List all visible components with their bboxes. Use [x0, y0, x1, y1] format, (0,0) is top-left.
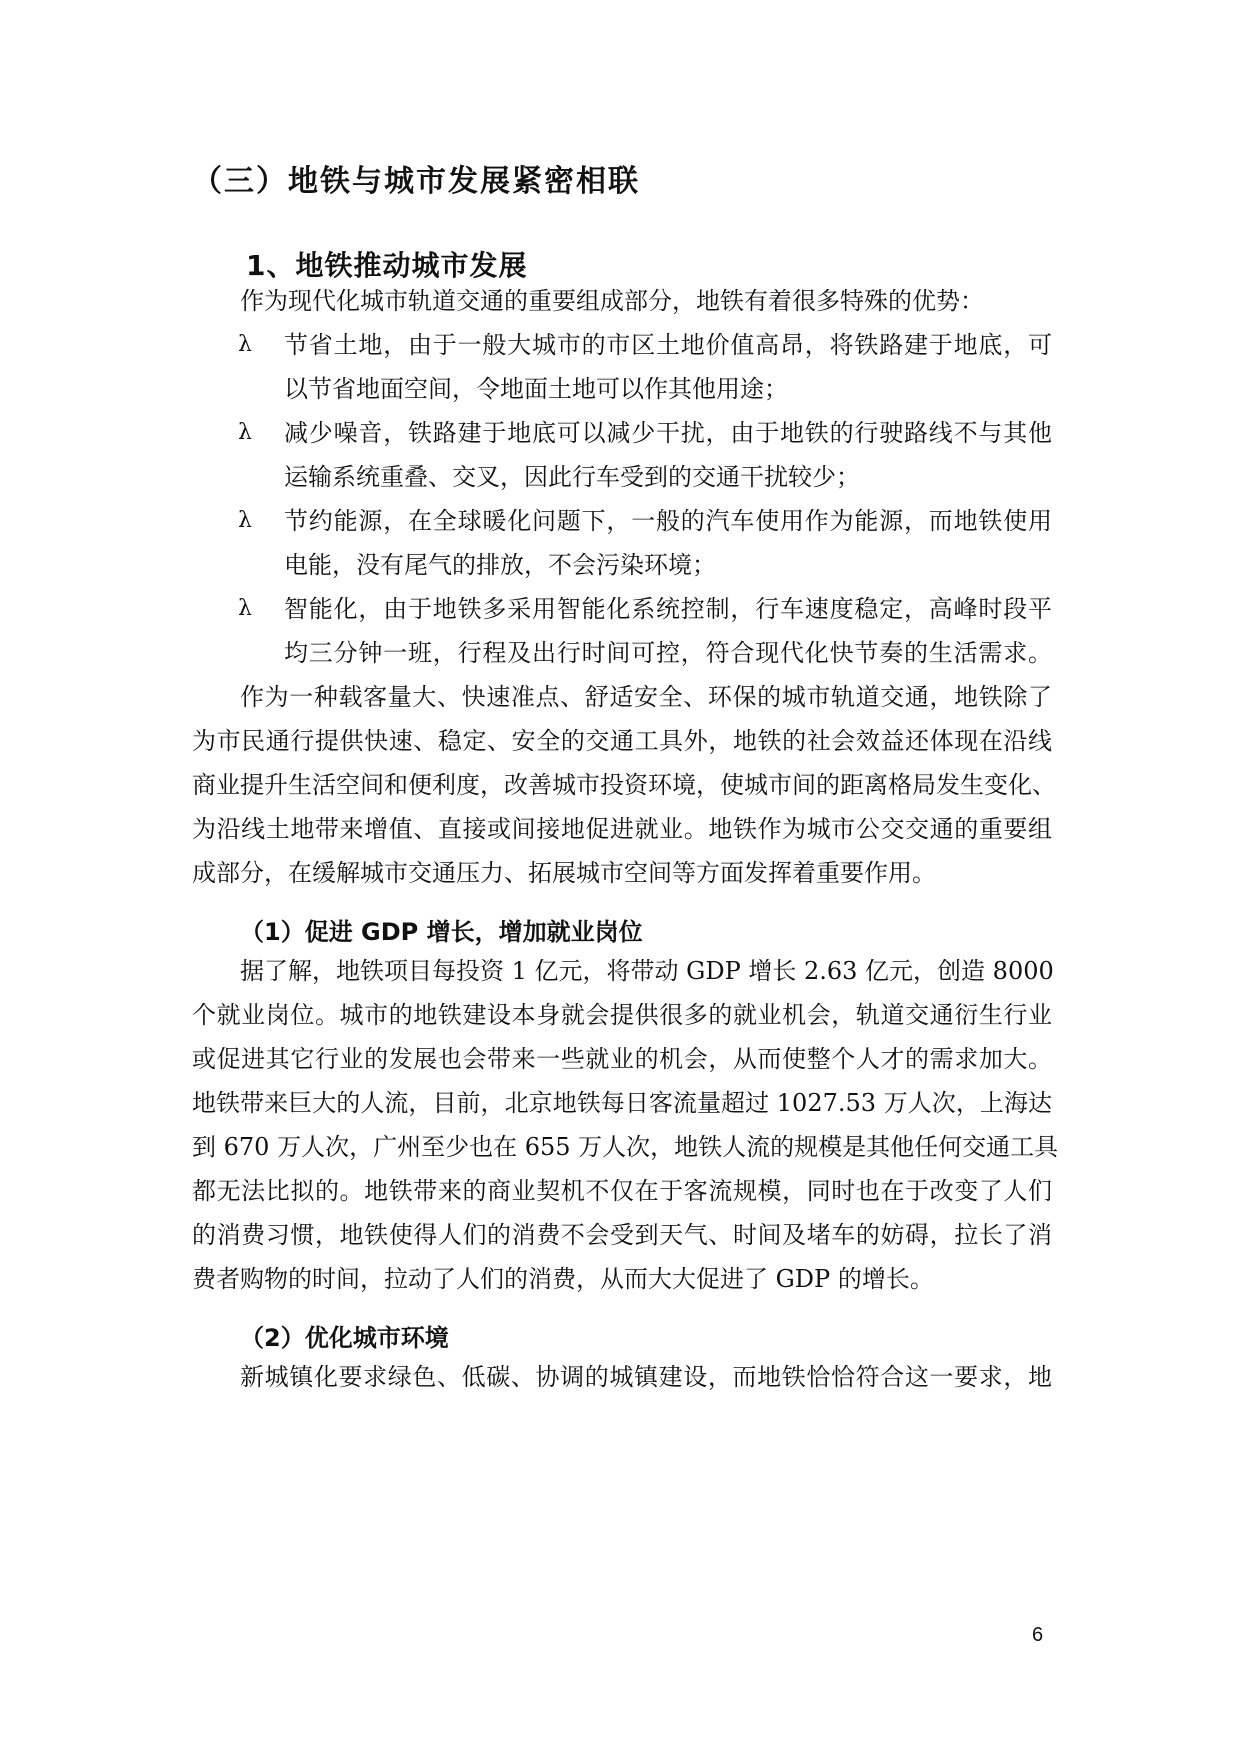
intro-paragraph: 作为现代化城市轨道交通的重要组成部分，地铁有着很多特殊的优势：	[240, 287, 984, 315]
section-heading: （三）地铁与城市发展紧密相联	[192, 164, 640, 199]
lambda-bullet-icon: λ	[238, 332, 252, 357]
subheading-gdp: （1）促进 GDP 增长，增加就业岗位	[240, 918, 643, 946]
lambda-bullet-icon: λ	[238, 508, 252, 533]
paragraph-line: 新城镇化要求绿色、低碳、协调的城镇建设，而地铁恰恰符合这一要求，地	[240, 1363, 1052, 1391]
bullet-line: 运输系统重叠、交叉，因此行车受到的交通干扰较少；	[284, 463, 860, 491]
paragraph-line: 地铁带来巨大的人流，目前，北京地铁每日客流量超过 1027.53 万人次，上海达	[192, 1089, 1052, 1117]
bullet-line: 均三分钟一班，行程及出行时间可控，符合现代化快节奏的生活需求。	[284, 639, 1052, 667]
bullet-line: 智能化，由于地铁多采用智能化系统控制，行车速度稳定，高峰时段平	[284, 595, 1052, 623]
paragraph-line: 到 670 万人次，广州至少也在 655 万人次，地铁人流的规模是其他任何交通工具	[192, 1133, 1059, 1161]
paragraph-line: 为沿线土地带来增值、直接或间接地促进就业。地铁作为城市公交交通的重要组	[192, 815, 1052, 843]
paragraph-line: 据了解，地铁项目每投资 1 亿元，将带动 GDP 增长 2.63 亿元，创造 8000	[240, 957, 1054, 985]
lambda-bullet-icon: λ	[238, 596, 252, 621]
paragraph-line: 个就业岗位。城市的地铁建设本身就会提供很多的就业机会，轨道交通衍生行业	[192, 1001, 1052, 1029]
lambda-bullet-icon: λ	[238, 420, 252, 445]
bullet-line: 以节省地面空间，令地面土地可以作其他用途；	[284, 375, 788, 403]
bullet-line: 节省土地，由于一般大城市的市区土地价值高昂，将铁路建于地底，可	[284, 331, 1052, 359]
subheading-environment: （2）优化城市环境	[240, 1324, 449, 1352]
paragraph-line: 的消费习惯，地铁使得人们的消费不会受到天气、时间及堵车的妨碍，拉长了消	[192, 1221, 1052, 1249]
bullet-line: 电能，没有尾气的排放，不会污染环境；	[284, 551, 716, 579]
paragraph-line: 作为一种载客量大、快速准点、舒适安全、环保的城市轨道交通，地铁除了	[240, 683, 1052, 711]
paragraph-line: 或促进其它行业的发展也会带来一些就业的机会，从而使整个人才的需求加大。	[192, 1045, 1052, 1073]
paragraph-line: 成部分，在缓解城市交通压力、拓展城市空间等方面发挥着重要作用。	[192, 859, 936, 887]
page-number: 6	[1032, 1624, 1044, 1646]
paragraph-line: 商业提升生活空间和便利度，改善城市投资环境，使城市间的距离格局发生变化、	[192, 771, 1056, 799]
paragraph-line: 都无法比拟的。地铁带来的商业契机不仅在于客流规模，同时也在于改变了人们	[192, 1177, 1052, 1205]
subsection-heading: 1、地铁推动城市发展	[246, 249, 528, 282]
paragraph-line: 费者购物的时间，拉动了人们的消费，从而大大促进了 GDP 的增长。	[192, 1265, 934, 1293]
paragraph-line: 为市民通行提供快速、稳定、安全的交通工具外，地铁的社会效益还体现在沿线	[192, 727, 1052, 755]
bullet-line: 减少噪音，铁路建于地底可以减少干扰，由于地铁的行驶路线不与其他	[284, 419, 1052, 447]
bullet-line: 节约能源，在全球暖化问题下，一般的汽车使用作为能源，而地铁使用	[284, 507, 1052, 535]
